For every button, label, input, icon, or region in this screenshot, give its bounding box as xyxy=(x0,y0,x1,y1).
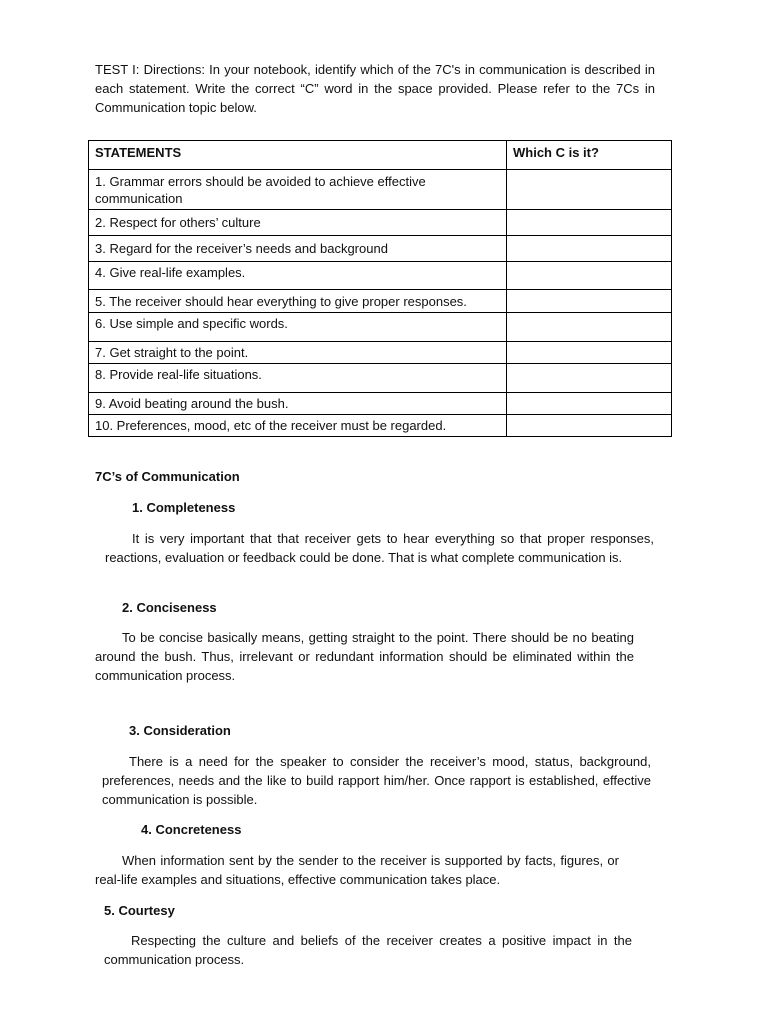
statements-header: STATEMENTS xyxy=(89,141,507,170)
which-c-header: Which C is it? xyxy=(507,141,672,170)
directions-text: TEST I: Directions: In your notebook, identify which of the 7C's in communication is described in each statement. Write the correct “C” word in the space provided. Please refer to the 7Cs in Communication topic below. xyxy=(95,62,655,115)
answer-cell[interactable] xyxy=(507,342,672,364)
section-text-concreteness: When information sent by the sender to the receiver is supported by facts, figures, or real-life examples and situations, effective communication takes place. xyxy=(95,853,619,887)
section-text-completeness: It is very important that that receiver gets to hear everything so that proper responses, reactions, evaluation or feedback could be done. That is what complete communication is. xyxy=(105,531,654,565)
answer-cell[interactable] xyxy=(507,415,672,437)
section-heading-conciseness: 2. Conciseness xyxy=(122,600,217,615)
answer-cell[interactable] xyxy=(507,262,672,290)
table-row xyxy=(89,415,672,437)
table-row xyxy=(89,262,672,290)
table-row xyxy=(89,364,672,393)
topic-title: 7C’s of Communication xyxy=(95,469,240,484)
table-row xyxy=(89,393,672,415)
statement-cell: 2. Respect for others’ culture xyxy=(89,210,507,236)
answer-cell[interactable] xyxy=(507,210,672,236)
table-row xyxy=(89,313,672,342)
answer-cell[interactable] xyxy=(507,364,672,393)
table-row xyxy=(89,210,672,236)
section-text-conciseness: To be concise basically means, getting straight to the point. There should be no beating around the bush. Thus, irrelevant or redundant information should be eliminated within the communication process. xyxy=(95,630,634,683)
answer-cell[interactable] xyxy=(507,170,672,210)
section-heading-courtesy: 5. Courtesy xyxy=(104,903,175,918)
answer-cell[interactable] xyxy=(507,236,672,262)
table-row xyxy=(89,290,672,313)
section-heading-completeness: 1. Completeness xyxy=(132,500,236,515)
section-text-courtesy: Respecting the culture and beliefs of the receiver creates a positive impact in the communication process. xyxy=(104,933,632,967)
statement-cell: 7. Get straight to the point. xyxy=(89,342,507,364)
statement-cell: 9. Avoid beating around the bush. xyxy=(89,393,507,415)
statement-cell: 8. Provide real-life situations. xyxy=(89,364,507,393)
section-heading-concreteness: 4. Concreteness xyxy=(141,822,242,837)
table-header-row xyxy=(89,141,672,170)
statement-cell: 4. Give real-life examples. xyxy=(89,262,507,290)
statements-table xyxy=(88,140,672,437)
table-row xyxy=(89,170,672,210)
statement-cell: 10. Preferences, mood, etc of the receiver must be regarded. xyxy=(89,415,507,437)
statement-cell: 1. Grammar errors should be avoided to achieve effective communication xyxy=(89,170,507,210)
answer-cell[interactable] xyxy=(507,313,672,342)
statement-cell: 3. Regard for the receiver’s needs and background xyxy=(89,236,507,262)
section-heading-consideration: 3. Consideration xyxy=(129,723,231,738)
section-text-consideration: There is a need for the speaker to consider the receiver’s mood, status, background, preferences, needs and the like to build rapport him/her. Once rapport is established, effective communication is possible. xyxy=(102,754,651,807)
statement-cell: 6. Use simple and specific words. xyxy=(89,313,507,342)
answer-cell[interactable] xyxy=(507,290,672,313)
answer-cell[interactable] xyxy=(507,393,672,415)
statement-cell: 5. The receiver should hear everything to give proper responses. xyxy=(89,290,507,313)
table-row xyxy=(89,342,672,364)
table-row xyxy=(89,236,672,262)
